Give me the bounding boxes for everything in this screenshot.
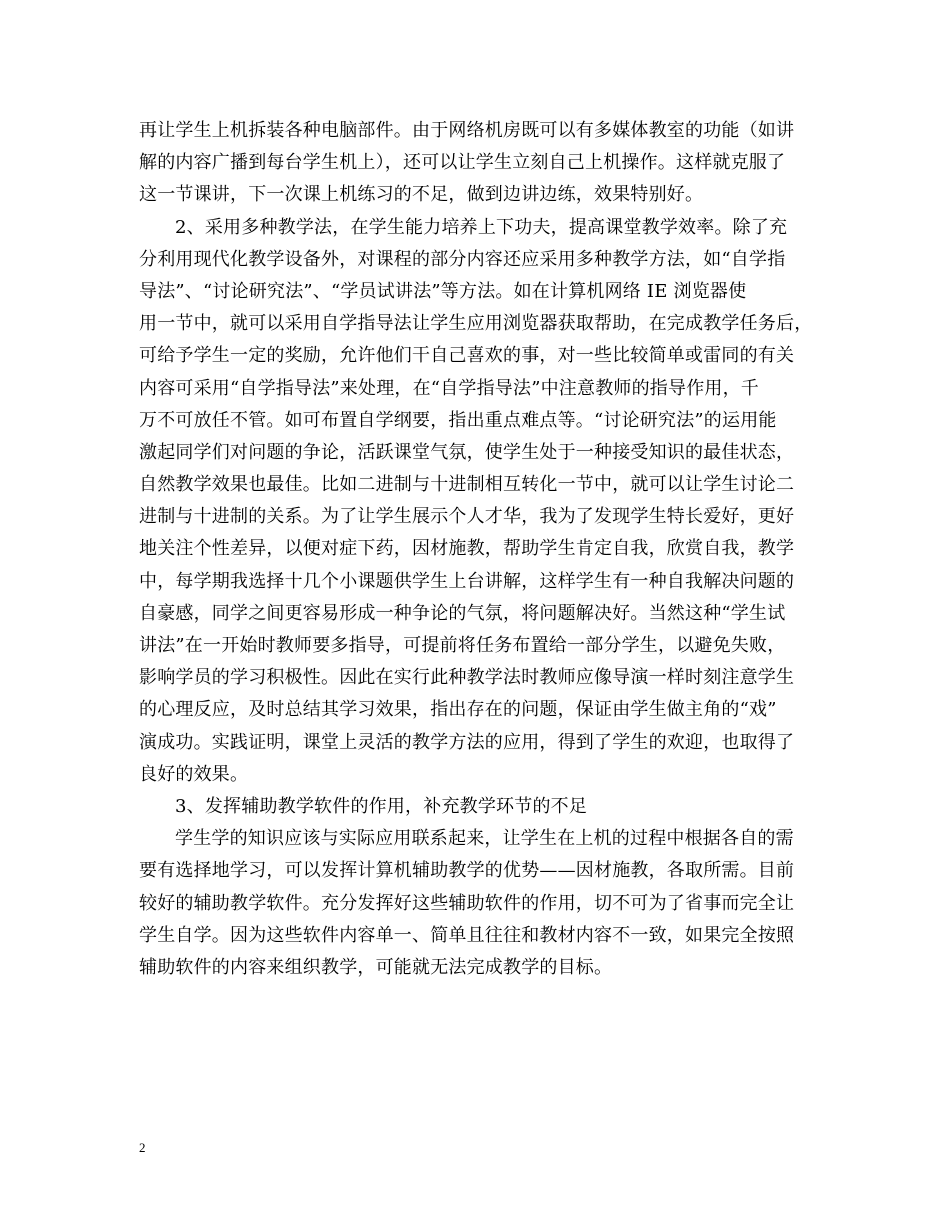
text-line: 进制与十进制的关系。为了让学生展示个人才华，我为了发现学生特长爱好，更好: [139, 506, 795, 528]
text-line: 演成功。实践证明，课堂上灵活的教学方法的应用，得到了学生的欢迎，也取得了: [139, 731, 795, 753]
text-line: 激起同学们对问题的争论，活跃课堂气氛，使学生处于一种接受知识的最佳状态，: [139, 441, 795, 463]
text-line: 要有选择地学习，可以发挥计算机辅助教学的优势——因材施教，各取所需。目前: [139, 860, 795, 882]
text-line: 影响学员的学习积极性。因此在实行此种教学法时教师应像导演一样时刻注意学生: [139, 667, 795, 689]
text-line: 导法”、“讨论研究法”、“学员试讲法”等方法。如在计算机网络 IE 浏览器使: [139, 280, 747, 302]
text-line: 地关注个性差异，以便对症下药，因材施教，帮助学生肯定自我，欣赏自我，教学: [139, 538, 795, 560]
text-line: 可给予学生一定的奖励，允许他们干自己喜欢的事，对一些比较简单或雷同的有关: [139, 345, 795, 367]
text-line: 分利用现代化教学设备外，对课程的部分内容还应采用多种教学方法，如“自学指: [139, 248, 786, 270]
text-line: 中，每学期我选择十几个小课题供学生上台讲解，这样学生有一种自我解决问题的: [139, 570, 795, 592]
text-line: 内容可采用“自学指导法”来处理，在“自学指导法”中注意教师的指导作用，千: [139, 377, 760, 399]
text-line: 辅助软件的内容来组织教学，可能就无法完成教学的目标。: [139, 956, 613, 978]
text-line: 学生自学。因为这些软件内容单一、简单且往往和教材内容不一致，如果完全按照: [139, 924, 795, 946]
text-line: 这一节课讲，下一次课上机练习的不足，做到边讲边练，效果特别好。: [139, 184, 704, 206]
text-line: 万不可放任不管。如可布置自学纲要，指出重点难点等。“讨论研究法”的运用能: [139, 409, 777, 431]
text-line: 解的内容广播到每台学生机上），还可以让学生立刻自己上机操作。这样就克服了: [139, 152, 786, 174]
text-line: 较好的辅助教学软件。充分发挥好这些辅助软件的作用，切不可为了省事而完全让: [139, 892, 795, 914]
body-text: [139, 115, 819, 984]
section-heading: 3、发挥辅助教学软件的作用，补充教学环节的不足: [175, 795, 588, 817]
page-number: 2: [139, 1140, 146, 1155]
text-line: 良好的效果。: [139, 763, 249, 785]
text-line: 讲法”在一开始时教师要多指导，可提前将任务布置给一部分学生，以避免失败，: [139, 635, 786, 656]
text-line: 学生学的知识应该与实际应用联系起来，让学生在上机的过程中根据各自的需: [175, 828, 794, 850]
text-line: 2、采用多种教学法，在学生能力培养上下功夫，提高课堂教学效率。除了充: [175, 216, 788, 238]
text-line: 自豪感，同学之间更容易形成一种争论的气氛，将问题解决好。当然这种“学生试: [139, 602, 786, 624]
text-line: 自然教学效果也最佳。比如二进制与十进制相互转化一节中，就可以让学生讨论二: [139, 474, 795, 496]
text-line: 的心理反应，及时总结其学习效果，指出存在的问题，保证由学生做主角的“戏”: [139, 699, 777, 721]
text-line: 用一节中，就可以采用自学指导法让学生应用浏览器获取帮助，在完成教学任务后，: [139, 313, 813, 335]
text-line: 再让学生上机拆装各种电脑部件。由于网络机房既可以有多媒体教室的功能（如讲: [139, 120, 795, 141]
